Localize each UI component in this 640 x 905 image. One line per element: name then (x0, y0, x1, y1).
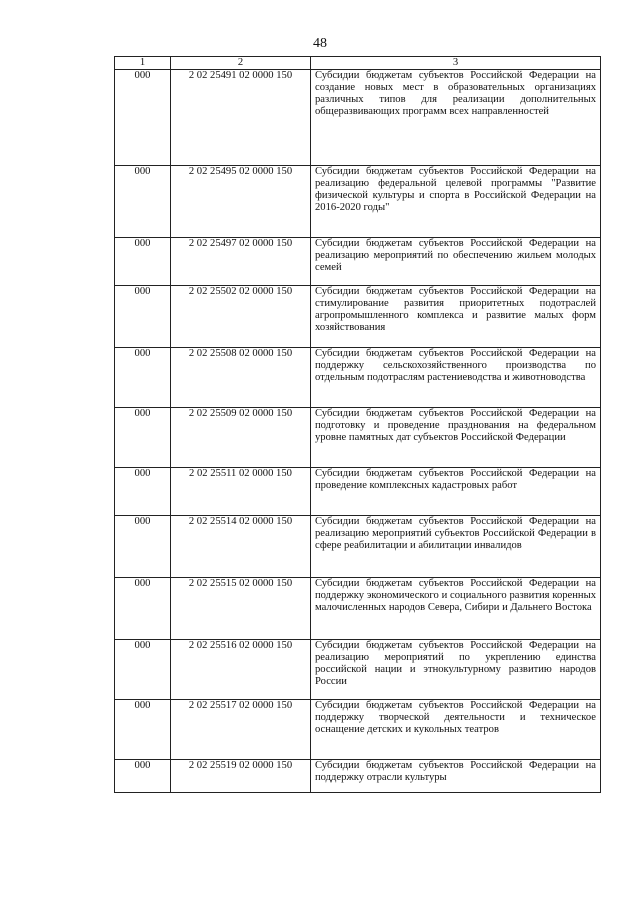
column-number-row (115, 57, 601, 70)
budget-code-cell: 2 02 25508 02 0000 150 (171, 348, 311, 408)
revenue-name-cell: Субсидии бюджетам субъектов Российской Федерации на поддержку творческой деятельности и техническое оснащение детских и кукольных театров (311, 700, 601, 760)
table-row (115, 238, 601, 286)
budget-code-cell: 2 02 25491 02 0000 150 (171, 70, 311, 166)
admin-code-cell: 000 (115, 468, 171, 516)
revenue-name-cell: Субсидии бюджетам субъектов Российской Федерации на реализацию федеральной целевой программы "Развитие физической культуры и спорта в Российской Федерации на 2016-2020 годы" (311, 166, 601, 238)
admin-code-cell: 000 (115, 348, 171, 408)
budget-code-cell: 2 02 25519 02 0000 150 (171, 760, 311, 793)
admin-code-cell: 000 (115, 516, 171, 578)
budget-code-cell: 2 02 25497 02 0000 150 (171, 238, 311, 286)
table-row (115, 516, 601, 578)
table-row (115, 408, 601, 468)
table-row (115, 640, 601, 700)
admin-code-cell: 000 (115, 286, 171, 348)
revenue-name-cell: Субсидии бюджетам субъектов Российской Федерации на подготовку и проведение празднования на федеральном уровне памятных дат субъектов Российской Федерации (311, 408, 601, 468)
budget-code-cell: 2 02 25502 02 0000 150 (171, 286, 311, 348)
revenue-name-cell: Субсидии бюджетам субъектов Российской Федерации на проведение комплексных кадастровых работ (311, 468, 601, 516)
column-number-1: 1 (115, 57, 171, 70)
revenue-name-cell: Субсидии бюджетам субъектов Российской Федерации на поддержку сельскохозяйственного производства по отдельным подотраслям растениеводства и животноводства (311, 348, 601, 408)
table-row (115, 578, 601, 640)
admin-code-cell: 000 (115, 166, 171, 238)
page-number: 48 (313, 36, 327, 51)
table-row (115, 286, 601, 348)
revenue-name-cell: Субсидии бюджетам субъектов Российской Федерации на реализацию мероприятий по обеспечению жильем молодых семей (311, 238, 601, 286)
admin-code-cell: 000 (115, 238, 171, 286)
column-number-2: 2 (171, 57, 311, 70)
budget-code-cell: 2 02 25511 02 0000 150 (171, 468, 311, 516)
table-row (115, 70, 601, 166)
budget-code-cell: 2 02 25516 02 0000 150 (171, 640, 311, 700)
table-row (115, 348, 601, 408)
table-row (115, 468, 601, 516)
revenue-name-cell: Субсидии бюджетам субъектов Российской Федерации на поддержку экономического и социального развития коренных малочисленных народов Севера, Сибири и Дальнего Востока (311, 578, 601, 640)
budget-code-cell: 2 02 25495 02 0000 150 (171, 166, 311, 238)
revenue-name-cell: Субсидии бюджетам субъектов Российской Федерации на реализацию мероприятий субъектов Российской Федерации в сфере реабилитации и абилитации инвалидов (311, 516, 601, 578)
budget-code-cell: 2 02 25514 02 0000 150 (171, 516, 311, 578)
revenue-name-cell: Субсидии бюджетам субъектов Российской Федерации на стимулирование развития приоритетных подотраслей агропромышленного комплекса и развитие малых форм хозяйствования (311, 286, 601, 348)
admin-code-cell: 000 (115, 700, 171, 760)
budget-code-cell: 2 02 25509 02 0000 150 (171, 408, 311, 468)
table-row (115, 760, 601, 793)
table-row (115, 700, 601, 760)
budget-code-cell: 2 02 25517 02 0000 150 (171, 700, 311, 760)
table-row (115, 166, 601, 238)
admin-code-cell: 000 (115, 408, 171, 468)
revenue-name-cell: Субсидии бюджетам субъектов Российской Федерации на реализацию мероприятий по укреплению единства российской нации и этнокультурному развитию народов России (311, 640, 601, 700)
revenue-name-cell: Субсидии бюджетам субъектов Российской Федерации на поддержку отрасли культуры (311, 760, 601, 793)
admin-code-cell: 000 (115, 578, 171, 640)
admin-code-cell: 000 (115, 70, 171, 166)
revenue-name-cell: Субсидии бюджетам субъектов Российской Федерации на создание новых мест в образовательных организациях различных типов для реализации дополнительных общеразвивающих программ всех направленностей (311, 70, 601, 166)
budget-code-cell: 2 02 25515 02 0000 150 (171, 578, 311, 640)
admin-code-cell: 000 (115, 760, 171, 793)
admin-code-cell: 000 (115, 640, 171, 700)
column-number-3: 3 (311, 57, 601, 70)
budget-classification-table (114, 56, 601, 793)
